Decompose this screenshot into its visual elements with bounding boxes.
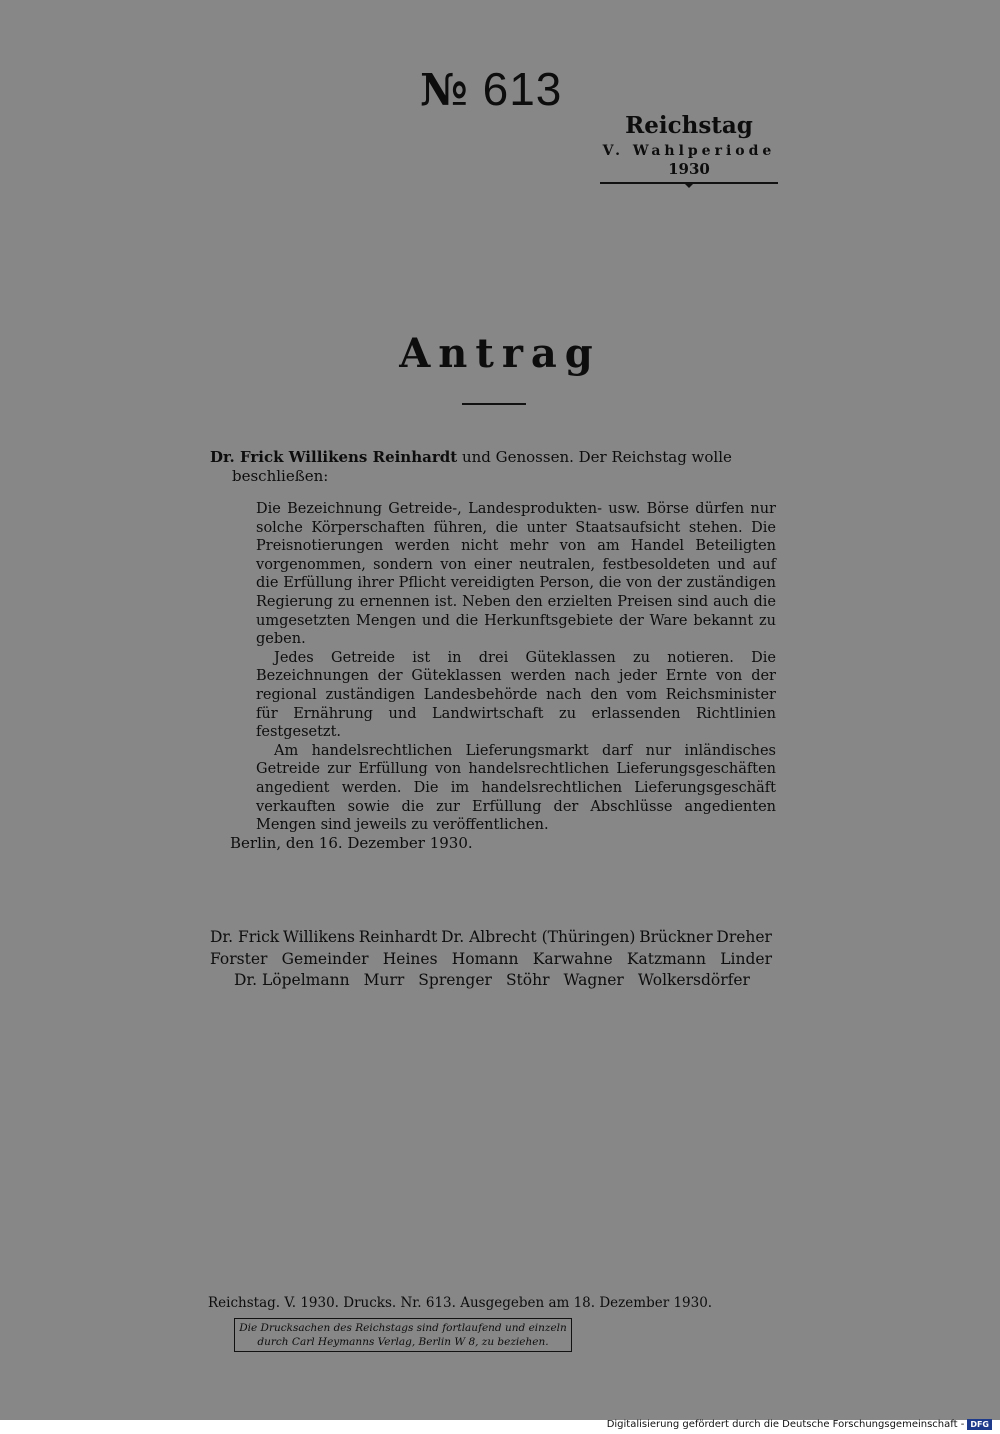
dfg-logo-icon: DFG <box>967 1419 992 1430</box>
motion-body <box>256 500 776 835</box>
signatory: Homann <box>451 950 519 968</box>
document-number <box>420 62 562 116</box>
title-rule <box>462 403 526 405</box>
paragraph: Am handelsrechtlichen Lieferungsmarkt darf nur inländisches Getreide zur Erfüllung von handelsrechtlichen Lieferungsgeschäften angedient werden. Die im handelsrechtlichen Lieferungsgeschäft verkauften sowie die zur Erfüllung der Abschlüsse angedienten Mengen sind jeweils zu veröffentlichen. <box>256 742 776 834</box>
header-rule <box>600 182 778 184</box>
credit-text: Digitalisierung gefördert durch die Deutsche Forschungsgemeinschaft - <box>606 1419 965 1430</box>
signatory: Sprenger <box>418 971 492 989</box>
year-label: 1930 <box>668 160 710 178</box>
signatory: Karwahne <box>532 950 613 968</box>
document-title: Antrag <box>399 330 601 377</box>
place-date: Berlin, den 16. Dezember 1930. <box>230 834 473 852</box>
reichstag-title: Reichstag <box>625 112 753 139</box>
signatory: Wagner <box>563 971 624 989</box>
signatory: Forster <box>210 950 268 968</box>
print-footer: Reichstag. V. 1930. Drucks. Nr. 613. Ausgegeben am 18. Dezember 1930. <box>208 1295 713 1311</box>
signatory: Gemeinder <box>281 950 369 968</box>
number-value: 613 <box>482 63 563 115</box>
signatory: Wolkersdörfer <box>637 971 750 989</box>
signatory: Katzmann <box>626 950 707 968</box>
number-symbol: № <box>420 65 469 116</box>
notice-line: durch Carl Heymanns Verlag, Berlin W 8, zu beziehen. <box>257 1336 549 1348</box>
signatory: Dr. Frick <box>210 928 280 946</box>
intro-names: Dr. Frick Willikens Reinhardt <box>210 448 458 466</box>
intro-line <box>210 448 776 467</box>
signatory: Dr. Löpelmann <box>234 971 350 989</box>
signatories-row-1 <box>210 928 772 946</box>
signatory: Stöhr <box>505 971 550 989</box>
intro-rest: und Genossen. Der Reichstag wolle <box>461 448 732 466</box>
signatories-row-3 <box>234 971 750 989</box>
period-label: V. Wahlperiode <box>602 143 776 159</box>
signatory: Brückner <box>639 928 713 946</box>
signatory: Dreher <box>716 928 772 946</box>
signatory: Heines <box>382 950 438 968</box>
digitization-credit <box>607 1419 992 1430</box>
signatory: Reinhardt <box>358 928 438 946</box>
notice-line: Die Drucksachen des Reichstags sind fortlaufend und einzeln <box>239 1322 567 1334</box>
paragraph: Die Bezeichnung Getreide-, Landesprodukten- usw. Börse dürfen nur solche Körperschaften führen, die unter Staatsaufsicht stehen. Die Preisnotierungen werden nicht mehr von am Handel Beteiligten vorgenommen, sondern von einer neutralen, festbesoldeten und auf die Erfüllung ihrer Pflicht vereidigten Person, die von der zuständigen Regierung zu ernennen ist. Neben den erzielten Preisen sind auch die umgesetzten Mengen und die Herkunftsgebiete der Ware bekannt zu geben. <box>256 501 776 648</box>
signatory: Linder <box>720 950 772 968</box>
signatory: Willikens <box>282 928 355 946</box>
paragraph: Jedes Getreide ist in drei Güteklassen zu notieren. Die Bezeichnungen der Güteklassen werden nach jeder Ernte von der regional zuständigen Landesbehörde nach den vom Reichsminister für Ernährung und Landwirtschaft zu erlassenden Richtlinien festgesetzt. <box>256 649 776 741</box>
publisher-notice <box>234 1318 572 1352</box>
signatory: Dr. Albrecht (Thüringen) <box>441 928 636 946</box>
intro-continuation: beschließen: <box>232 467 329 485</box>
signatory: Murr <box>363 971 405 989</box>
reichstag-header <box>600 112 778 184</box>
signatories-row-2 <box>210 950 772 968</box>
